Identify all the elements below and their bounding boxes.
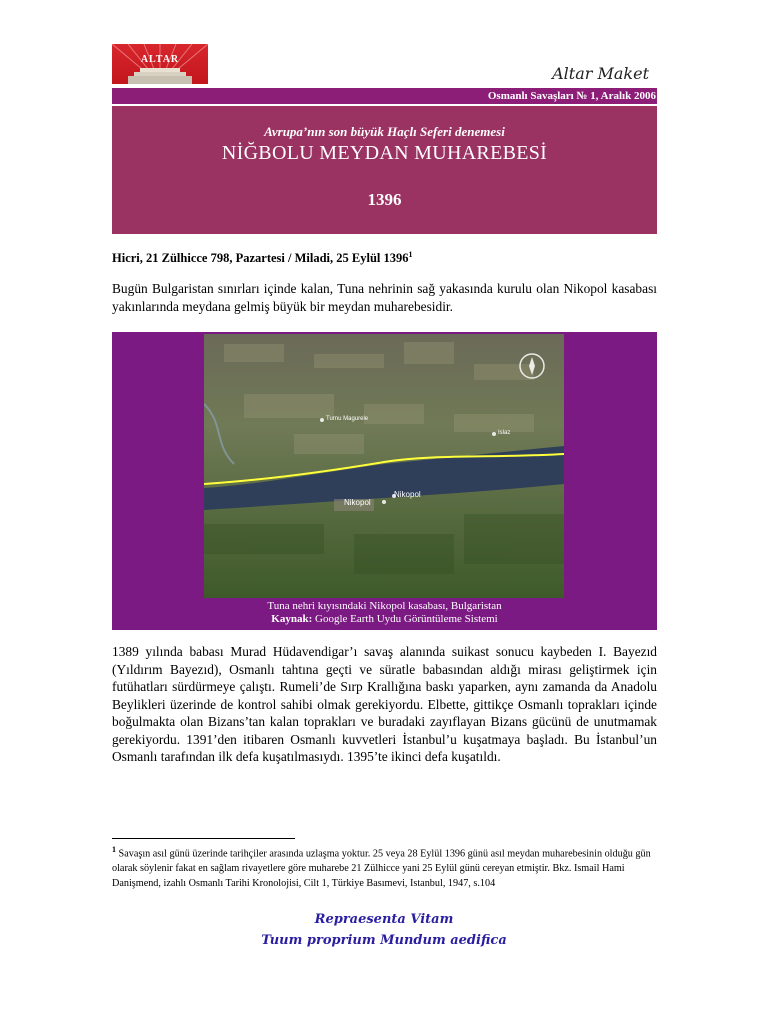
banner-title: NİĞBOLU MEYDAN MUHAREBESİ [221,142,548,164]
satellite-photo [204,334,564,598]
map-label-turnu: Turnu Magurele [326,416,369,422]
altar-logo [112,44,208,84]
map-label-nikopol: Nikopol [344,498,371,507]
history-paragraph: 1389 yılında babası Murad Hüdavendigar’ı savaş alanında suikast sonucu kaybeden I. Bayezıd (Yıldırım Bayezıd), Osmanlı tahtına geçti ve süratle babasından aldığı mirası geliştirmek için futühatları sürdürmeye çalıştı. Rumeli’de Sırp Krallığına baskı yaparken, aynı zamanda da Anadolu Beylikleri üzerinde de kontrol sahibi olmak gerekiyordu. Elbette, gittikçe Osmanlı toprakları içinde boğulmakta olan Bizans’tan kalan toprakları ve buradaki zayıflayan Bizans gücünü de unutmamak gerekiyordu. 1391’den itibaren Osmanlı kuvvetleri İstanbul’u kuşatmaya başladı. Bu İstanbul’un Osmanlı tarafından ilk defa kuşatılmasıydı. 1395’te ikinci defa kuşatıldı. [112,644,657,764]
logo-text: ALTAR [140,54,180,65]
issue-label: Osmanlı Savaşları № 1, Aralık 2006 [487,90,656,102]
brand-name: Altar Maket [552,64,649,83]
intro-paragraph: Bugün Bulgaristan sınırları içinde kalan, Tuna nehrinin sağ yakasında kurulu olan Nikopol kasabası yakınlarında meydana gelmiş büyük bir meydan muharebesidir. [112,281,657,314]
source-label: Kaynak: [271,613,313,625]
motto-line-1: Repraesenta Vitam [314,912,454,927]
footnote-mark: 1 [112,845,116,854]
source-text: Google Earth Uydu Görüntüleme Sistemi [315,613,498,625]
figure-caption: Tuna nehri kıyısındaki Nikopol kasabası, Bulgaristan [267,600,502,612]
motto-line-2: Tuum proprium Mundum aedifica [261,933,507,948]
dateline [112,250,413,266]
banner-subtitle: Avrupa’nın son büyük Haçlı Seferi denemesi [264,124,505,139]
footnote-divider [112,838,295,839]
banner-year: 1396 [367,190,402,209]
dateline-text: Hicri, 21 Zülhicce 798, Pazartesi / Miladi, 25 Eylül 1396 [112,251,409,266]
title-banner [112,106,657,234]
map-label-islaz: Islaz [498,430,511,436]
figure-source [112,613,657,626]
map-label-nikopol-2: Nikopol [394,490,421,499]
footnote-text: Savaşın asıl günü üzerinde tarihçiler arasında uzlaşma yoktur. 25 veya 28 Eylül 1396 günü asıl meydan muharebesinin olduğu gün olarak söylenir fakat en sağlam rivayetlere göre muharebe 21 Zülhicce yani 25 Eylül günü cereyan etmiştir. Bkz. Ismail Hami Danişmend, izahlı Osmanlı Tarihi Kronolojisi, Cilt 1, Türkiye Basımevi, Istanbul, 1947, s.104 [112,848,651,890]
footnote-reference[interactable]: 1 [408,250,413,259]
figure-frame [112,332,657,630]
footnote [112,842,657,891]
